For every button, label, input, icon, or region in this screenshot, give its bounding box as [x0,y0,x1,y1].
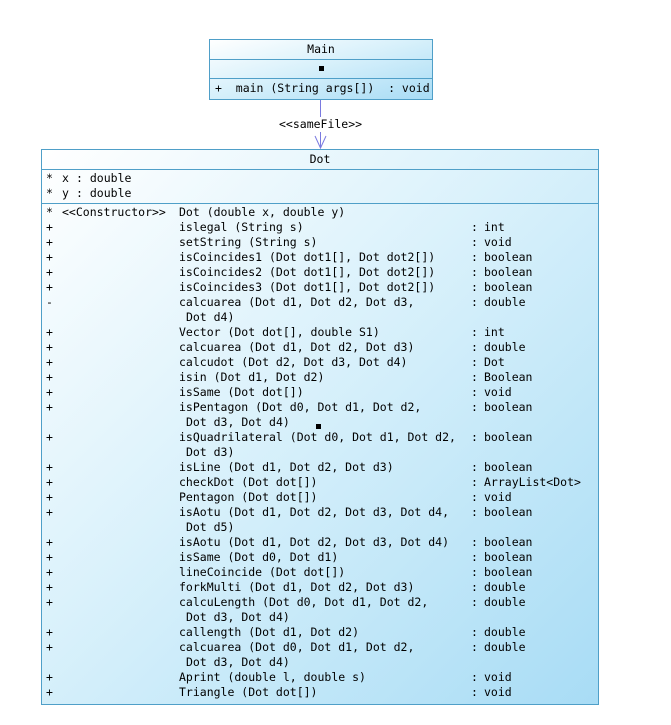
indent-spacer [62,625,179,640]
return-separator: : [471,265,478,279]
operation-signature: Pentagon (Dot dot[]) [179,490,318,504]
operation-row [42,490,598,505]
operation-signature: Triangle (Dot dot[]) [179,685,318,699]
operation-row [42,565,598,580]
operation-signature: islegal (String s) [179,220,304,234]
operation-row [42,355,598,370]
visibility-marker: + [46,670,53,684]
operation-signature: Vector (Dot dot[], double S1) [179,325,380,339]
return-separator: : [471,640,478,654]
return-separator: : [471,295,478,309]
visibility-marker: + [46,385,53,399]
return-type: boolean [484,430,533,444]
center-handle-marker [316,424,321,429]
return-type: int [484,325,505,339]
return-type: boolean [484,550,533,564]
indent-spacer [62,295,179,325]
operation-row [42,265,598,280]
indent-spacer [62,460,179,475]
visibility-marker: + [46,685,53,699]
operation-signature: calcuLength (Dot d0, Dot d1, Dot d2, Dot d3, Dot d4) [179,595,429,624]
operation-signature: isCoincides2 (Dot dot1[], Dot dot2[]) [179,265,436,279]
return-type: boolean [484,535,533,549]
return-separator: : [471,475,478,489]
return-type: double [484,340,526,354]
visibility-marker: + [46,220,53,234]
visibility-marker: + [46,475,53,489]
return-separator: : [471,535,478,549]
operation-row [42,640,598,670]
visibility-marker: + [46,460,53,474]
operation-row [42,595,598,625]
operation-signature: Aprint (double l, double s) [179,670,366,684]
return-type: double [484,625,526,639]
return-separator: : [471,250,478,264]
visibility-marker: + [46,580,53,594]
visibility-marker: + [46,595,53,609]
return-separator: : [471,490,478,504]
operation-row [42,550,598,565]
operation-signature: calcuarea (Dot d1, Dot d2, Dot d3, Dot d4) [179,295,415,324]
attribute-name: y [62,186,69,200]
operation-row [42,505,598,535]
operation-row [42,280,598,295]
operations-compartment [42,204,598,700]
indent-spacer [62,235,179,250]
empty-compartment-marker [319,66,324,71]
attribute-separator: : [75,186,83,200]
return-type: double [484,295,526,309]
operation-row [42,325,598,340]
return-separator: : [471,280,478,294]
operation-signature: calcuarea (Dot d1, Dot d2, Dot d3) [179,340,415,354]
operation-row [42,385,598,400]
attribute-type: double [89,171,132,185]
operation-signature: checkDot (Dot dot[]) [179,475,318,489]
return-separator: : [471,685,478,699]
return-separator: : [471,430,478,444]
visibility-marker: - [46,295,53,309]
visibility-marker: + [46,400,53,414]
operation-signature: setString (String s) [179,235,318,249]
operations-compartment [210,79,432,98]
indent-spacer [62,670,179,685]
operation-signature: isAotu (Dot d1, Dot d2, Dot d3, Dot d4, Dot d5) [179,505,450,534]
attributes-compartment [42,170,598,204]
indent-spacer [62,355,179,370]
indent-spacer [62,535,179,550]
return-type: boolean [484,265,533,279]
operation-row [42,685,598,700]
visibility-marker: + [46,640,53,654]
operation-row [42,475,598,490]
operation-signature: callength (Dot d1, Dot d2) [179,625,360,639]
visibility-marker: + [46,565,53,579]
indent-spacer [62,475,179,490]
return-type: boolean [484,280,533,294]
operation-signature: isin (Dot d1, Dot d2) [179,370,325,384]
indent-spacer [62,250,179,265]
visibility-marker: + [46,340,53,354]
visibility-marker: + [46,265,53,279]
return-type: double [484,595,526,609]
operation-row [42,535,598,550]
indent-spacer [62,220,179,235]
indent-spacer [62,340,179,355]
class-name: Dot [42,150,598,170]
return-separator: : [471,385,478,399]
return-separator: : [471,220,478,234]
indent-spacer [62,430,179,460]
return-separator: : [471,505,478,519]
operation-signature: isQuadrilateral (Dot d0, Dot d1, Dot d2, Dot d3) [179,430,456,459]
visibility-marker: + [46,370,53,384]
visibility-marker: + [46,325,53,339]
return-type: boolean [484,400,533,414]
return-type: boolean [484,250,533,264]
operation-row [42,235,598,250]
return-separator: : [471,460,478,474]
main-class-box[interactable] [209,39,433,100]
indent-spacer [62,325,179,340]
indent-spacer [62,385,179,400]
attribute-separator: : [75,171,83,185]
return-type: Dot [484,355,505,369]
visibility-marker: + [46,625,53,639]
operation-row [42,670,598,685]
attribute-type: double [89,186,132,200]
visibility-marker: * [46,171,53,185]
return-separator: : [471,325,478,339]
return-separator: : [471,400,478,414]
indent-spacer [62,685,179,700]
return-type: boolean [484,505,533,519]
operation-signature: isCoincides3 (Dot dot1[], Dot dot2[]) [179,280,436,294]
indent-spacer [62,265,179,280]
operation-row [42,295,598,325]
visibility-marker: + [46,505,53,519]
return-type: void [484,385,512,399]
return-type: boolean [484,460,533,474]
return-separator: : [471,235,478,249]
return-separator: : [471,625,478,639]
return-type: int [484,220,505,234]
indent-spacer [62,550,179,565]
return-separator: : [471,595,478,609]
visibility-marker: + [46,550,53,564]
attributes-compartment [210,60,432,79]
indent-spacer [62,490,179,505]
indent-spacer [62,400,179,430]
return-type: ArrayList<Dot> [484,475,581,489]
operation-signature: isSame (Dot dot[]) [179,385,304,399]
visibility-marker: + [46,355,53,369]
operation-row [42,340,598,355]
indent-spacer [62,595,179,625]
return-type: void [484,670,512,684]
operation-signature: calcuarea (Dot d0, Dot d1, Dot d2, Dot d3, Dot d4) [179,640,415,669]
operation-row [42,370,598,385]
return-separator: : [471,370,478,384]
return-separator: : [471,355,478,369]
operation-row [42,220,598,235]
return-separator: : [471,340,478,354]
visibility-marker: + [46,430,53,444]
constructor-stereotype: <<Constructor>> [62,205,166,219]
return-type: Boolean [484,370,533,384]
visibility-marker: + [46,490,53,504]
visibility-marker: * [46,186,53,200]
dependency-stereotype: <<sameFile>> [279,117,363,131]
return-separator: : [471,580,478,594]
return-separator: : [471,550,478,564]
attribute-name: x [62,171,69,185]
operation-row [42,430,598,460]
return-type: boolean [484,565,533,579]
visibility-marker: + [46,280,53,294]
indent-spacer [62,505,179,535]
indent-spacer [62,280,179,295]
visibility-marker: * [46,205,53,219]
indent-spacer [62,370,179,385]
operation-row [42,460,598,475]
visibility-marker: + [46,235,53,249]
attribute-row [42,171,598,186]
class-name: Main [210,40,432,60]
operation-signature: isPentagon (Dot d0, Dot d1, Dot d2, Dot d3, Dot d4) [179,400,422,429]
return-type: void [484,490,512,504]
operation-main: + main (String args[]) : void [215,81,430,95]
operation-row [42,625,598,640]
return-separator: : [471,565,478,579]
visibility-marker: + [46,535,53,549]
return-type: void [484,685,512,699]
operation-signature: isLine (Dot d1, Dot d2, Dot d3) [179,460,394,474]
operation-signature: isSame (Dot d0, Dot d1) [179,550,339,564]
operation-signature: forkMulti (Dot d1, Dot d2, Dot d3) [179,580,415,594]
constructor-signature: Dot (double x, double y) [179,205,346,219]
return-separator: : [471,670,478,684]
operation-signature: isCoincides1 (Dot dot1[], Dot dot2[]) [179,250,436,264]
visibility-marker: + [46,250,53,264]
attribute-row [42,186,598,201]
operation-row [42,580,598,595]
operation-row [42,250,598,265]
return-type: double [484,640,526,654]
indent-spacer [62,640,179,670]
return-type: void [484,235,512,249]
operation-signature: isAotu (Dot d1, Dot d2, Dot d3, Dot d4) [179,535,450,549]
indent-spacer [62,580,179,595]
constructor-row [42,205,598,220]
indent-spacer [62,565,179,580]
operation-signature: lineCoincide (Dot dot[]) [179,565,346,579]
operation-signature: calcudot (Dot d2, Dot d3, Dot d4) [179,355,408,369]
return-type: double [484,580,526,594]
